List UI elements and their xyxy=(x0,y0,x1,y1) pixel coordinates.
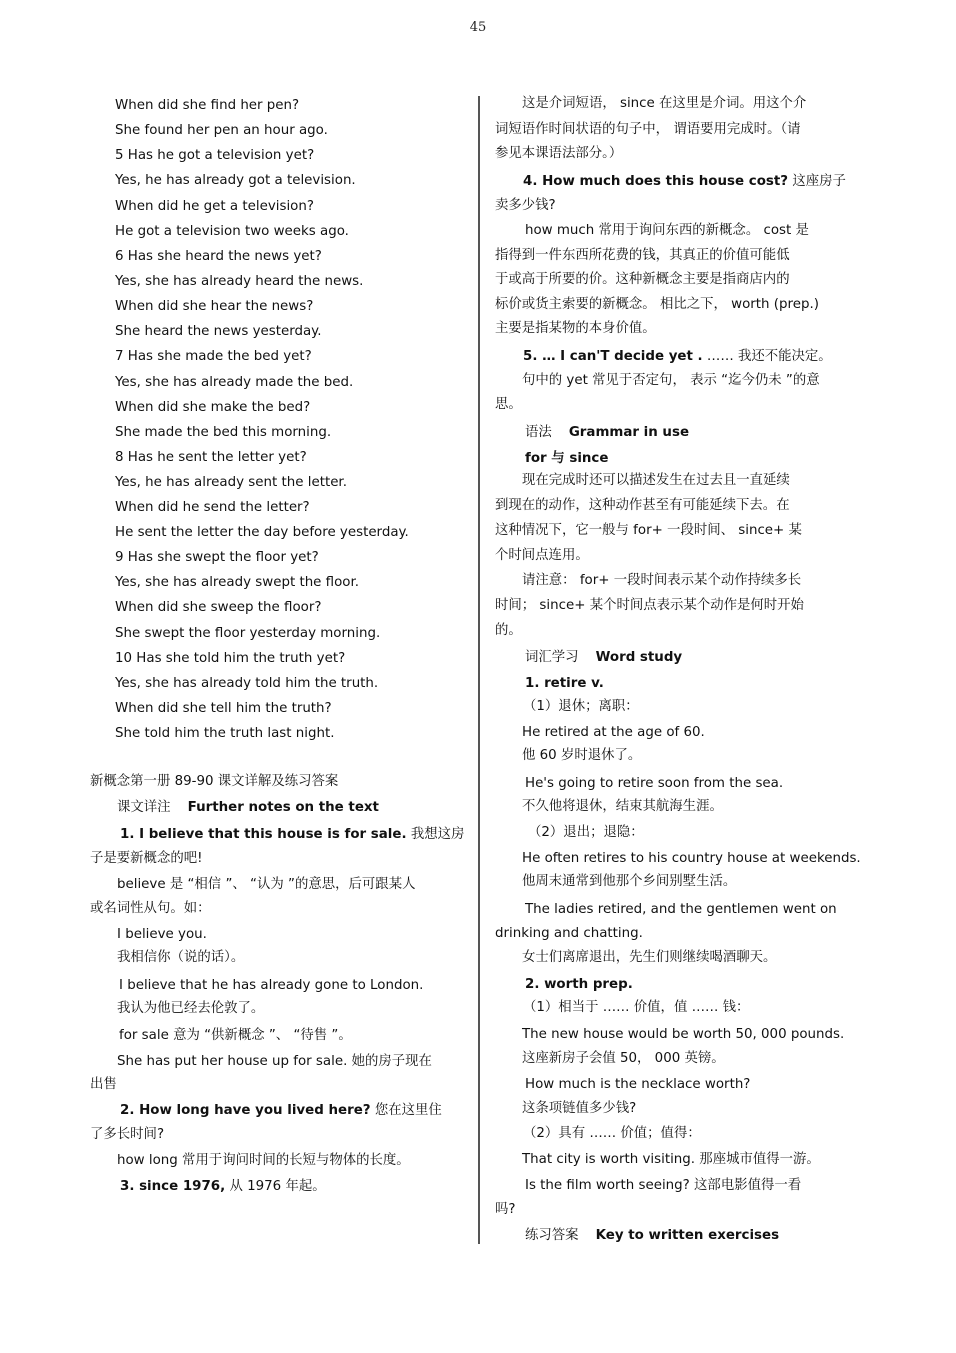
example-en: I believe that he has already gone to London. xyxy=(119,978,424,993)
worth-heading: 2. worth prep. xyxy=(525,977,633,992)
drill-line: She made the bed this morning. xyxy=(115,425,332,440)
drill-line: When did she find her pen? xyxy=(115,98,300,113)
note-4-cn: 这座房子 xyxy=(792,174,846,189)
note-4 xyxy=(523,172,846,192)
note-3 xyxy=(120,1177,326,1197)
drill-line: When did she sweep the floor? xyxy=(115,600,322,615)
grammar-heading-en: Grammar in use xyxy=(568,425,690,440)
note-5-en: 5. … I can'T decide yet . xyxy=(523,349,703,364)
key-heading xyxy=(525,1226,779,1246)
note-2-cont: 了多长时间? xyxy=(90,1127,165,1142)
example-cn: 我相信你（说的话）。 xyxy=(117,950,245,965)
grammar-text: 个时间点连用。 xyxy=(495,548,589,563)
key-heading-cn: 练习答案 xyxy=(525,1228,579,1243)
yet-explanation-cont: 思。 xyxy=(495,397,522,412)
drill-line: When did she make the bed? xyxy=(115,400,311,415)
example: That city is worth visiting. 那座城市值得一游。 xyxy=(522,1152,820,1167)
drill-line: When did she hear the news? xyxy=(115,299,314,314)
drill-line: 5 Has he got a television yet? xyxy=(115,148,315,163)
worth-sense-1: （1）相当于 …… 价值，值 …… 钱： xyxy=(523,1000,750,1015)
retire-sense-1: （1）退休；离职： xyxy=(523,699,639,714)
drill-line: 6 Has she heard the news yet? xyxy=(115,249,322,264)
cost-explanation: 于或高于所要的价。这种新概念主要是指商店内的 xyxy=(495,272,790,287)
example-en: I believe you. xyxy=(117,927,207,942)
example-en: He often retires to his country house at weekends. xyxy=(522,851,861,866)
drill-line: He sent the letter the day before yesterday. xyxy=(115,525,409,540)
believe-explanation-cont: 或名词性从句。如： xyxy=(90,901,211,916)
notes-heading-cn: 课文详注 xyxy=(117,800,171,815)
example-en: He's going to retire soon from the sea. xyxy=(525,776,784,791)
example-cn: 我认为他已经去伦敦了。 xyxy=(117,1001,265,1016)
note-2 xyxy=(120,1101,442,1121)
note-2-cn: 您在这里住 xyxy=(374,1103,442,1118)
grammar-text: 现在完成时还可以描述发生在过去且一直延续 xyxy=(522,473,790,488)
example-cn: 这条项链值多少钱? xyxy=(522,1101,637,1116)
retire-heading: 1. retire v. xyxy=(525,676,604,691)
note-4-cont: 卖多少钱? xyxy=(495,198,556,213)
drill-line: Yes, she has already told him the truth. xyxy=(115,676,379,691)
example-cn: 他 60 岁时退休了。 xyxy=(522,748,642,763)
drill-line: When did he get a television? xyxy=(115,199,314,214)
worth-sense-2: （2）具有 …… 价值；值得： xyxy=(523,1126,701,1141)
drill-line: 8 Has he sent the letter yet? xyxy=(115,450,307,465)
word-study-heading-en: Word study xyxy=(595,650,683,665)
cost-explanation: 指得到一件东西所花费的钱，其真正的价值可能低 xyxy=(495,248,790,263)
note-1 xyxy=(120,825,464,845)
drill-line: When did she tell him the truth? xyxy=(115,701,332,716)
grammar-heading-cn: 语法 xyxy=(525,425,552,440)
cost-explanation: how much 常用于询问东西的新概念。 cost 是 xyxy=(525,223,809,238)
example-en: He retired at the age of 60. xyxy=(522,725,705,740)
for-sale-example-cont: 出售 xyxy=(90,1077,117,1092)
drill-line: She heard the news yesterday. xyxy=(115,324,322,339)
example-cn: 女士们离席退出，先生们则继续喝酒聊天。 xyxy=(522,950,777,965)
note-3-en: 3. since 1976, xyxy=(120,1179,226,1194)
notes-heading xyxy=(117,798,379,818)
word-study-heading xyxy=(525,648,682,668)
drill-line: She swept the floor yesterday morning. xyxy=(115,626,381,641)
page-number: 45 xyxy=(469,20,487,35)
note-3-cn: 从 1976 年起。 xyxy=(229,1179,326,1194)
example-en: The new house would be worth 50, 000 pounds. xyxy=(522,1027,845,1042)
grammar-text: 请注意： for+ 一段时间表示某个动作持续多长 xyxy=(522,573,802,588)
grammar-text: 时间； since+ 某个时间点表示某个动作是何时开始 xyxy=(495,598,804,613)
note-1-cn: 我想这房 xyxy=(410,827,465,842)
column-divider xyxy=(478,96,480,1244)
drill-line: 7 Has she made the bed yet? xyxy=(115,349,312,364)
example-cn: 这座新房子会值 50， 000 英镑。 xyxy=(522,1051,725,1066)
drill-line: 9 Has she swept the floor yet? xyxy=(115,550,319,565)
example-cn: 他周末通常到他那个乡间别墅生活。 xyxy=(522,874,737,889)
word-study-heading-cn: 词汇学习 xyxy=(525,650,579,665)
believe-explanation: believe 是 “相信 ”、 “认为 ”的意思，后可跟某人 xyxy=(117,877,416,892)
drill-line: She told him the truth last night. xyxy=(115,726,335,741)
how-long-explanation: how long 常用于询问时间的长短与物体的长度。 xyxy=(117,1153,410,1168)
note-5-cn: …… 我还不能决定。 xyxy=(706,349,832,364)
drill-line: 10 Has she told him the truth yet? xyxy=(115,651,346,666)
drill-line: Yes, she has already made the bed. xyxy=(115,375,354,390)
note-1-cont: 子是要新概念的吧! xyxy=(90,851,203,866)
cost-explanation: 标价或货主索要的新概念。 相比之下， worth (prep.) xyxy=(495,297,819,312)
drill-line: Yes, she has already swept the floor. xyxy=(115,575,360,590)
drill-line: He got a television two weeks ago. xyxy=(115,224,349,239)
drill-line: Yes, he has already got a television. xyxy=(115,173,356,188)
example-en: How much is the necklace worth? xyxy=(525,1077,751,1092)
note-2-en: 2. How long have you lived here? xyxy=(120,1103,371,1118)
example-en: The ladies retired, and the gentlemen went on xyxy=(525,902,837,917)
since-explanation: 这是介词短语， since 在这里是介词。用这个介 xyxy=(522,96,807,111)
drill-line: When did he send the letter? xyxy=(115,500,310,515)
retire-sense-2: （2）退出；退隐： xyxy=(528,825,644,840)
since-explanation: 词短语作时间状语的句子中， 谓语要用完成时。（请 xyxy=(495,122,801,137)
note-4-en: 4. How much does this house cost? xyxy=(523,174,789,189)
drill-line: Yes, she has already heard the news. xyxy=(115,274,364,289)
example-cn: 不久他将退休，结束其航海生涯。 xyxy=(522,799,723,814)
yet-explanation: 句中的 yet 常见于否定句， 表示 “迄今仍未 ”的意 xyxy=(522,373,820,388)
example-cont: 吗? xyxy=(495,1202,516,1217)
notes-heading-en: Further notes on the text xyxy=(187,800,379,815)
drill-line: She found her pen an hour ago. xyxy=(115,123,328,138)
since-explanation: 参见本课语法部分。） xyxy=(495,146,623,161)
grammar-text: 的。 xyxy=(495,623,522,638)
note-1-en: 1. I believe that this house is for sale. xyxy=(120,827,407,842)
lesson-title: 新概念第一册 89-90 课文详解及练习答案 xyxy=(90,774,339,789)
for-since-heading: for 与 since xyxy=(525,451,609,466)
key-heading-en: Key to written exercises xyxy=(595,1228,780,1243)
grammar-text: 这种情况下，它一般与 for+ 一段时间、 since+ 某 xyxy=(495,523,802,538)
for-sale-explanation: for sale 意为 “供新概念 ”、 “待售 ”。 xyxy=(119,1028,352,1043)
drill-line: Yes, he has already sent the letter. xyxy=(115,475,347,490)
grammar-heading xyxy=(525,423,689,443)
cost-explanation: 主要是指某物的本身价值。 xyxy=(495,321,656,336)
example-en-cont: drinking and chatting. xyxy=(495,926,643,941)
grammar-text: 到现在的动作，这种动作甚至有可能延续下去。在 xyxy=(495,498,790,513)
note-5 xyxy=(523,347,832,367)
for-sale-example: She has put her house up for sale. 她的房子现在 xyxy=(117,1054,432,1069)
example: Is the film worth seeing? 这部电影值得一看 xyxy=(525,1178,802,1193)
